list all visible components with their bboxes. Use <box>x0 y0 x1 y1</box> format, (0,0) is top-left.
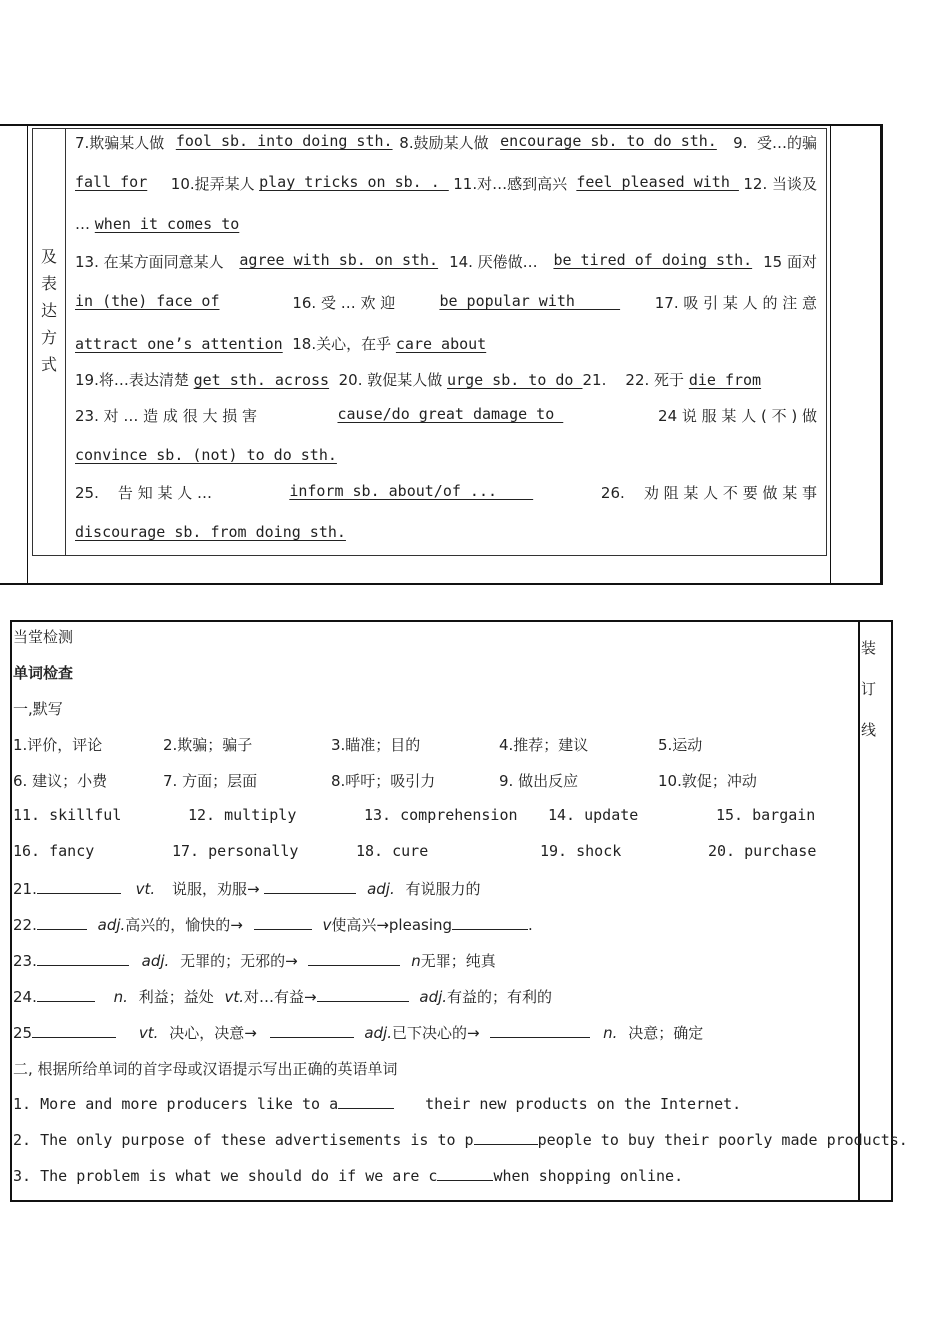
answer-blank[interactable] <box>32 1023 116 1038</box>
answer-blank[interactable] <box>474 1130 538 1145</box>
expression-line <box>75 446 817 464</box>
sentence-3: 3. The problem is what we should do if we are c when shopping online. <box>13 1167 684 1185</box>
expression-prompt: 20. 敦促某人做 <box>329 371 448 389</box>
expression-prompt: 17. 吸 引 某 人 的 注 意 <box>654 294 817 312</box>
expression-line <box>75 523 817 541</box>
expression-phrase: be popular with <box>439 292 621 310</box>
expression-phrase: in (the) face of <box>75 292 220 310</box>
answer-blank[interactable] <box>37 915 87 930</box>
expression-prompt: 18.关心，在乎 <box>282 335 396 353</box>
expression-line <box>75 132 817 153</box>
answer-blank[interactable] <box>37 987 95 1002</box>
expression-phrase: urge sb. to do <box>447 371 583 389</box>
word-family-24: 24. n. 利益；益处 vt.对…有益→ adj.有益的；有利的 <box>13 988 553 1006</box>
answer-blank[interactable] <box>490 1023 590 1038</box>
expression-prompt: 26. 劝 阻 某 人 不 要 做 某 事 <box>600 484 817 502</box>
expression-phrase: agree with sb. on sth. <box>239 251 439 269</box>
expression-prompt: 10.捉弄某人 <box>151 175 255 193</box>
answer-blank[interactable] <box>37 879 121 894</box>
expression-phrase: play tricks on sb. . <box>259 173 449 191</box>
expression-line <box>75 369 817 390</box>
expression-line <box>75 251 817 272</box>
expression-prompt: 19.将…表达清楚 <box>75 371 194 389</box>
expression-prompt: … <box>75 215 95 233</box>
expression-line <box>75 482 817 503</box>
expression-prompt: 14. 厌倦做… <box>449 253 543 271</box>
expression-line <box>75 333 817 354</box>
expression-phrase: when it comes to <box>94 215 240 233</box>
word-family-21: 21. vt. 说服，劝服→ adj. 有说服力的 <box>13 880 481 898</box>
page-title: 当堂检测 <box>13 628 74 646</box>
expression-phrase: discourage sb. from doing sth. <box>75 523 346 541</box>
word-family-22: 22. adj.高兴的，愉快的→ v使高兴→pleasing . <box>13 916 533 934</box>
expression-prompt: 15 面对 <box>763 253 817 271</box>
expression-phrase: die from <box>688 371 762 389</box>
sentence-1: 1. More and more producers like to a their new products on the Internet. <box>13 1095 742 1113</box>
expression-prompt: 11.对…感到高兴 <box>453 175 572 193</box>
expression-line <box>75 405 817 426</box>
expression-phrase: get sth. across <box>193 371 330 389</box>
top-side-label: 及 表 达 方 式 <box>40 247 57 374</box>
expression-prompt: 12. 当谈及 <box>743 175 817 193</box>
expression-prompt: 23. 对 … 造 成 很 大 损 害 <box>75 407 267 425</box>
dictation-heading: 一,默写 <box>13 700 63 718</box>
expression-phrase: inform sb. about/of ... <box>289 482 534 500</box>
expression-prompt: 13. 在某方面同意某人 <box>75 253 229 271</box>
section-2-heading: 二, 根据所给单词的首字母或汉语提示写出正确的英语单词 <box>13 1060 398 1078</box>
word-family-25: 25 vt. 决心，决意→ adj.已下决心的→ n. 决意；确定 <box>13 1024 704 1042</box>
expression-line <box>75 215 817 233</box>
expression-line <box>75 173 817 194</box>
answer-blank[interactable] <box>270 1023 354 1038</box>
answer-blank[interactable] <box>338 1094 394 1109</box>
answer-blank[interactable] <box>317 987 409 1002</box>
expression-prompt: 16. 受 … 欢 迎 <box>254 294 405 312</box>
expression-phrase: convince sb. (not) to do sth. <box>75 446 337 464</box>
expression-phrase: attract one’s attention <box>75 335 283 353</box>
expression-prompt: 9. 受…的骗 <box>723 134 817 152</box>
answer-blank[interactable] <box>37 951 129 966</box>
expression-prompt: 21. 22. 死于 <box>582 371 689 389</box>
answer-blank[interactable] <box>254 915 312 930</box>
binding-line-label: 装 订 线 <box>861 639 877 739</box>
expression-prompt: 7.欺骗某人做 <box>75 134 170 152</box>
answer-blank[interactable] <box>452 915 528 930</box>
expression-prompt: 25. 告 知 某 人 … <box>75 484 222 502</box>
expression-phrase: encourage sb. to do sth. <box>500 132 717 150</box>
expression-line <box>75 292 817 313</box>
answer-blank[interactable] <box>308 951 400 966</box>
section-heading: 单词检查 <box>13 664 74 682</box>
expression-prompt: 8.鼓励某人做 <box>399 134 494 152</box>
expression-phrase: cause/do great damage to <box>337 405 564 423</box>
expression-phrase: fool sb. into doing sth. <box>175 132 393 150</box>
expression-phrase: be tired of doing sth. <box>553 251 753 269</box>
expression-prompt: 24 说 服 某 人 ( 不 ) 做 <box>634 407 817 425</box>
expression-phrase: fall for <box>75 173 148 191</box>
sentence-2: 2. The only purpose of these advertisements is to p people to buy their poorly made products. <box>13 1131 908 1149</box>
word-family-23: 23. adj. 无罪的；无邪的→ n无罪；纯真 <box>13 952 496 970</box>
expression-phrase: feel pleased with <box>576 173 739 191</box>
expression-phrase: care about <box>395 335 487 353</box>
answer-blank[interactable] <box>264 879 356 894</box>
answer-blank[interactable] <box>437 1166 493 1181</box>
